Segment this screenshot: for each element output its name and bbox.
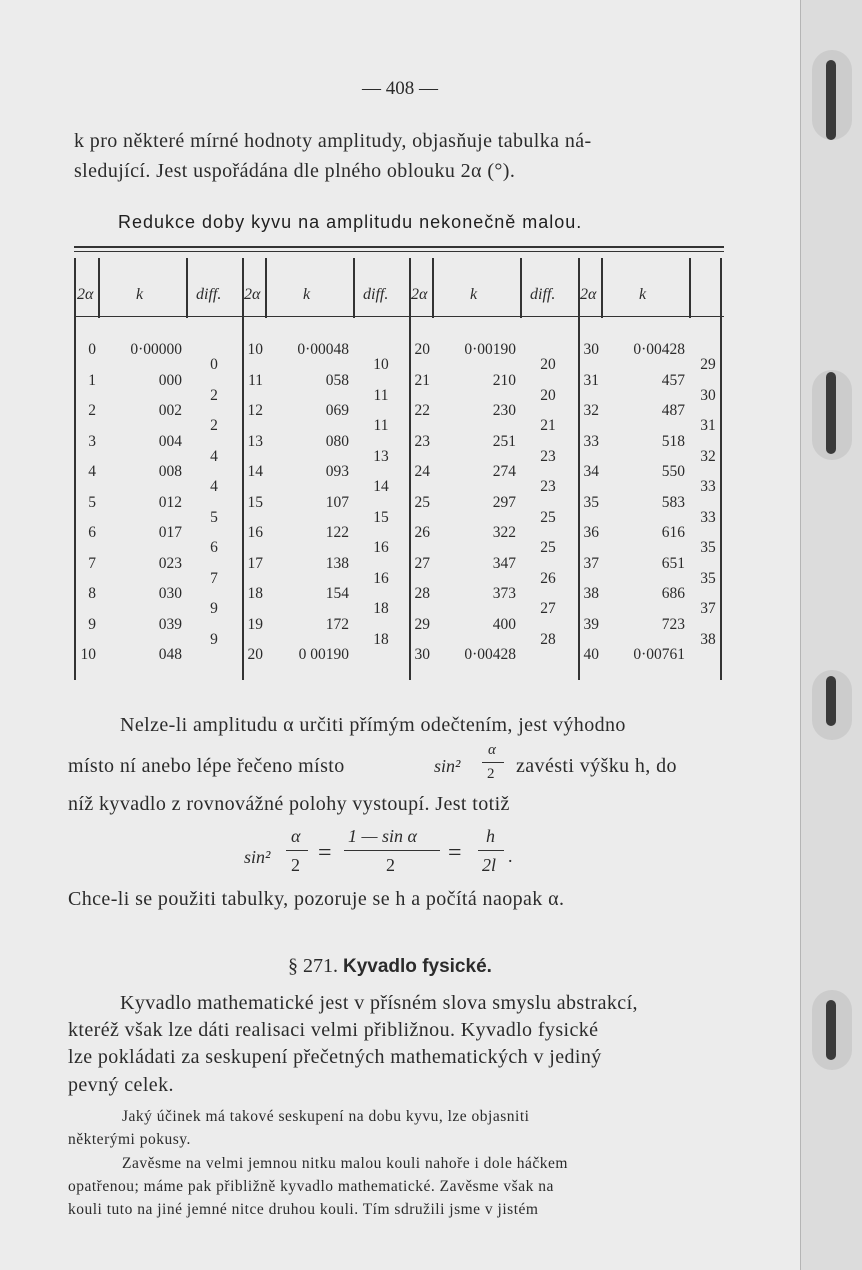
diff-cell: 23 (540, 478, 556, 496)
header-angle: 2α (244, 286, 261, 303)
k-value-cell: 518 (661, 432, 685, 450)
small-line-5: kouli tuto na jiné jemné nitce druhou kouli. Tím sdružili jsme v jistém (68, 1201, 539, 1218)
para1-line-3: níž kyvadlo z rovnovážné polohy vystoupí. Jest totiž (68, 793, 510, 815)
k-value-cell: 400 (492, 615, 516, 633)
diff-cell: 35 (700, 569, 716, 587)
header-angle-rule (601, 258, 603, 318)
header-k: k (639, 286, 647, 303)
k-value-cell: 0·00190 (464, 341, 516, 358)
k-value-cell: 039 (158, 615, 182, 633)
formula-eq-1: = (318, 840, 332, 866)
fraction-two: 2 (487, 766, 495, 782)
diff-cell: 23 (540, 447, 556, 465)
angle-cell: 38 (583, 585, 599, 602)
angle-cell: 15 (247, 493, 263, 511)
k-value-cell: 723 (661, 615, 685, 633)
angle-cell: 33 (583, 432, 599, 450)
header-k: k (303, 286, 311, 303)
angle-cell: 35 (583, 493, 599, 511)
header-angle: 2α (411, 286, 428, 303)
k-value-cell: 0·00428 (464, 646, 516, 663)
table-top-rule-thin (74, 251, 724, 252)
k-value-cell: 0·00048 (297, 341, 349, 358)
para2: Chce-li se použiti tabulky, pozoruje se h a počítá naopak α. (68, 888, 565, 910)
formula-end: . (508, 846, 513, 866)
k-value-cell: 154 (325, 585, 349, 602)
diff-cell: 30 (700, 386, 716, 404)
k-value-cell: 686 (661, 585, 685, 602)
k-value-cell: 030 (158, 585, 182, 602)
binding-clip (826, 372, 836, 454)
para1-line-1: Nelze-li amplitudu α určiti přímým odečtením, jest výhodno (120, 714, 626, 736)
angle-cell: 10 (80, 646, 96, 663)
diff-cell: 6 (210, 539, 218, 557)
angle-cell: 7 (88, 554, 96, 572)
diff-cell: 16 (373, 539, 389, 557)
diff-cell: 25 (540, 539, 556, 557)
angle-cell: 30 (583, 341, 599, 358)
k-value-cell: 122 (325, 524, 349, 541)
angle-cell: 29 (414, 615, 430, 633)
k-value-cell: 373 (492, 585, 516, 602)
k-value-cell: 012 (158, 493, 182, 511)
intro-line-1: k pro některé mírné hodnoty amplitudy, objasňuje tabulka ná- (74, 130, 592, 152)
diff-cell: 37 (700, 600, 716, 618)
k-value-cell: 002 (158, 402, 182, 419)
diff-cell: 16 (373, 569, 389, 587)
diff-cell: 20 (540, 356, 556, 374)
diff-cell: 14 (373, 478, 389, 496)
diff-cell: 9 (210, 630, 218, 648)
diff-cell: 11 (373, 386, 389, 404)
angle-cell: 5 (88, 493, 96, 511)
k-value-cell: 583 (661, 493, 685, 511)
header-k-rule (520, 258, 522, 318)
k-value-cell: 651 (661, 554, 685, 572)
k-value-cell: 0·00000 (130, 341, 182, 358)
angle-cell: 26 (414, 524, 430, 541)
small-line-3: Zavěsme na velmi jemnou nitku malou kouli nahoře i dole háčkem (122, 1155, 568, 1172)
intro-line-2: sledující. Jest uspořádána dle plného oblouku 2α (°). (74, 160, 516, 182)
header-k: k (470, 286, 478, 303)
angle-cell: 19 (247, 615, 263, 633)
diff-cell: 10 (373, 356, 389, 374)
k-value-cell: 080 (325, 432, 349, 450)
diff-cell: 18 (373, 630, 389, 648)
header-angle-rule (98, 258, 100, 318)
k-value-cell: 069 (325, 402, 349, 419)
binding-clip (826, 1000, 836, 1060)
angle-cell: 24 (414, 463, 430, 480)
formula-lhs: sin² (244, 847, 271, 867)
diff-cell: 2 (210, 386, 218, 404)
k-value-cell: 048 (158, 646, 182, 663)
angle-cell: 27 (414, 554, 430, 572)
angle-cell: 6 (88, 524, 96, 541)
header-k: k (136, 286, 144, 303)
section-title: Kyvadlo fysické. (343, 956, 492, 977)
small-line-2: některými pokusy. (68, 1131, 191, 1148)
formula-eq-2: = (448, 840, 462, 866)
small-line-1: Jaký účinek má takové seskupení na dobu kyvu, lze objasniti (122, 1108, 530, 1125)
diff-cell: 32 (700, 447, 716, 465)
angle-cell: 12 (247, 402, 263, 419)
diff-cell: 13 (373, 447, 389, 465)
header-diff: diff. (196, 286, 222, 303)
diff-cell: 7 (210, 569, 218, 587)
diff-cell: 33 (700, 508, 716, 526)
para3-line-2: kteréž však lze dáti realisaci velmi přibližnou. Kyvadlo fysické (68, 1019, 599, 1041)
k-value-cell: 004 (158, 432, 182, 450)
header-angle-rule (265, 258, 267, 318)
diff-cell: 28 (540, 630, 556, 648)
angle-cell: 3 (88, 432, 96, 450)
angle-cell: 22 (414, 402, 430, 419)
k-value-cell: 230 (492, 402, 516, 419)
header-angle: 2α (77, 286, 94, 303)
para3-line-4: pevný celek. (68, 1074, 174, 1096)
diff-cell: 31 (700, 417, 716, 435)
angle-cell: 39 (583, 615, 599, 633)
k-value-cell: 322 (492, 524, 516, 541)
diff-cell: 21 (540, 417, 556, 435)
header-angle-rule (432, 258, 434, 318)
header-angle: 2α (580, 286, 597, 303)
sin-squared: sin² (434, 756, 461, 776)
k-value-cell: 058 (325, 371, 349, 389)
k-value-cell: 0 00190 (298, 646, 349, 663)
header-k-rule (186, 258, 188, 318)
k-value-cell: 274 (492, 463, 516, 480)
angle-cell: 1 (88, 371, 96, 389)
k-value-cell: 0·00428 (633, 341, 685, 358)
table-top-rule (74, 246, 724, 248)
binding-clip (826, 60, 836, 140)
angle-cell: 0 (88, 341, 96, 358)
section-number: § 271. (288, 955, 338, 977)
para3-line-1: Kyvadlo mathematické jest v přísném slova smyslu abstrakcí, (120, 992, 638, 1014)
para1-line-2b: zavésti výšku h, do (516, 755, 677, 777)
diff-cell: 25 (540, 508, 556, 526)
diff-cell: 11 (373, 417, 389, 435)
header-diff: diff. (530, 286, 556, 303)
k-value-cell: 008 (158, 463, 182, 480)
formula-lhs-den: 2 (291, 855, 300, 875)
diff-cell: 0 (210, 356, 218, 374)
page-edge (800, 0, 862, 1270)
fraction-alpha: α (488, 742, 496, 758)
header-diff: diff. (363, 286, 389, 303)
formula-mid-den: 2 (386, 855, 395, 875)
diff-cell: 26 (540, 569, 556, 587)
angle-cell: 8 (88, 585, 96, 602)
header-k-rule (353, 258, 355, 318)
angle-cell: 20 (247, 646, 263, 663)
table-header-rule (74, 316, 724, 317)
angle-cell: 21 (414, 371, 430, 389)
diff-cell: 35 (700, 539, 716, 557)
angle-cell: 32 (583, 402, 599, 419)
angle-cell: 37 (583, 554, 599, 572)
diff-cell: 38 (700, 630, 716, 648)
binding-clip (826, 676, 836, 726)
k-value-cell: 550 (661, 463, 685, 480)
k-value-cell: 251 (492, 432, 516, 450)
k-value-cell: 616 (661, 524, 685, 541)
diff-cell: 18 (373, 600, 389, 618)
small-line-4: opatřenou; máme pak přibližně kyvadlo mathematické. Zavěsme však na (68, 1178, 554, 1195)
diff-cell: 9 (210, 600, 218, 618)
angle-cell: 18 (247, 585, 263, 602)
diff-cell: 5 (210, 508, 218, 526)
section-heading (288, 955, 492, 978)
angle-cell: 25 (414, 493, 430, 511)
k-value-cell: 0·00761 (633, 646, 685, 663)
diff-cell: 15 (373, 508, 389, 526)
fraction-bar (482, 762, 504, 763)
angle-cell: 28 (414, 585, 430, 602)
k-value-cell: 297 (492, 493, 516, 511)
k-value-cell: 138 (325, 554, 349, 572)
angle-cell: 34 (583, 463, 599, 480)
angle-cell: 17 (247, 554, 263, 572)
angle-cell: 14 (247, 463, 263, 480)
formula-lhs-num: α (291, 826, 301, 846)
angle-cell: 31 (583, 371, 599, 389)
k-value-cell: 457 (661, 371, 685, 389)
angle-cell: 4 (88, 463, 96, 480)
k-value-cell: 023 (158, 554, 182, 572)
para1-line-2a: místo ní anebo lépe řečeno místo (68, 755, 345, 777)
angle-cell: 23 (414, 432, 430, 450)
angle-cell: 2 (88, 402, 96, 419)
page-number: — 408 — (362, 78, 438, 99)
k-value-cell: 487 (661, 402, 685, 419)
angle-cell: 36 (583, 524, 599, 541)
k-value-cell: 107 (325, 493, 349, 511)
angle-cell: 9 (88, 615, 96, 633)
angle-cell: 10 (247, 341, 263, 358)
formula-mid-num: 1 — sin α (348, 826, 417, 846)
angle-cell: 20 (414, 341, 430, 358)
diff-cell: 27 (540, 600, 556, 618)
formula-rhs-num: h (486, 826, 495, 846)
diff-cell: 4 (210, 447, 218, 465)
k-value-cell: 000 (158, 371, 182, 389)
formula-bar-2 (344, 850, 440, 851)
k-value-cell: 172 (325, 615, 349, 633)
angle-cell: 40 (583, 646, 599, 663)
formula-bar-1 (286, 850, 308, 851)
formula-bar-3 (478, 850, 504, 851)
header-k-rule (689, 258, 691, 318)
table-right-rule (720, 258, 722, 680)
angle-cell: 30 (414, 646, 430, 663)
diff-cell: 4 (210, 478, 218, 496)
diff-cell: 2 (210, 417, 218, 435)
para3-line-3: lze pokládati za seskupení přečetných mathematických v jediný (68, 1046, 602, 1068)
table-title: Redukce doby kyvu na amplitudu nekonečně malou. (118, 212, 583, 232)
angle-cell: 16 (247, 524, 263, 541)
angle-cell: 11 (248, 371, 263, 389)
diff-cell: 20 (540, 386, 556, 404)
k-value-cell: 210 (492, 371, 516, 389)
k-value-cell: 347 (492, 554, 516, 572)
k-value-cell: 093 (325, 463, 349, 480)
diff-cell: 29 (700, 356, 716, 374)
angle-cell: 13 (247, 432, 263, 450)
k-value-cell: 017 (158, 524, 182, 541)
diff-cell: 33 (700, 478, 716, 496)
formula-rhs-den: 2l (482, 855, 497, 875)
